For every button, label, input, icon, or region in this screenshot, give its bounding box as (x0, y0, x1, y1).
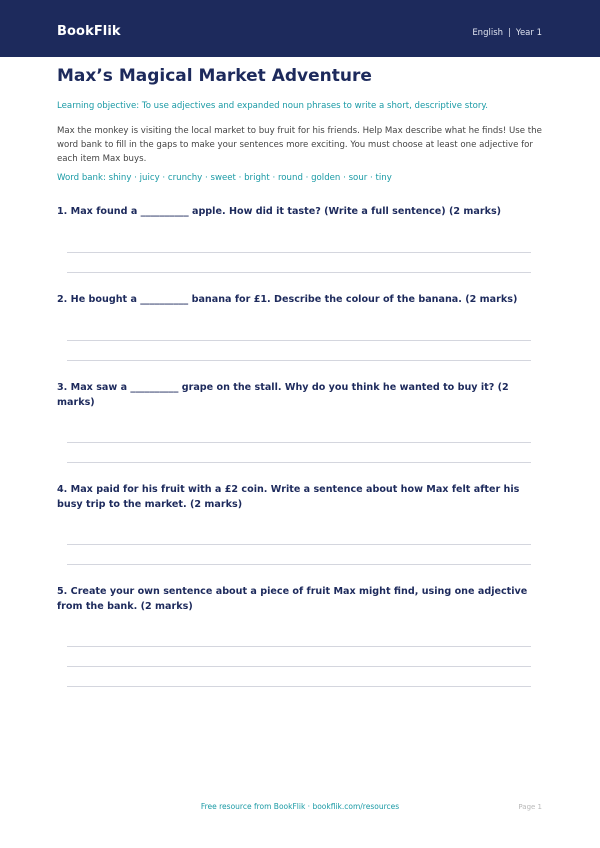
header-bar (0, 0, 600, 57)
meta-separator: | (508, 28, 511, 38)
learning-objective: Learning objective: To use adjectives and expanded noun phrases to write a short, descriptive story. (57, 101, 488, 111)
brand-logo[interactable]: BookFlik (57, 24, 121, 39)
intro-paragraph: Max the monkey is visiting the local market to buy fruit for his friends. Help Max describe what he finds! Use the word bank to fill in the gaps to make your sentences more exciting. You must choose at least one adjective for each item Max buys. (57, 126, 542, 164)
answer-line[interactable] (67, 564, 531, 565)
word-bank: Word bank: shiny · juicy · crunchy · sweet · bright · round · golden · sour · tiny (57, 173, 392, 183)
page-title: Max’s Magical Market Adventure (57, 66, 372, 86)
question-5: 5. Create your own sentence about a piece of fruit Max might find, using one adjective from the bank. (2 marks) (57, 586, 528, 612)
answer-line[interactable] (67, 544, 531, 545)
year-label: Year 1 (515, 28, 542, 38)
answer-line[interactable] (67, 666, 531, 667)
answer-line[interactable] (67, 340, 531, 341)
answer-line[interactable] (67, 686, 531, 687)
answer-line[interactable] (67, 462, 531, 463)
subject-year (472, 28, 542, 38)
answer-line[interactable] (67, 442, 531, 443)
answer-line[interactable] (67, 646, 531, 647)
question-3: 3. Max saw a __________ grape on the stall. Why do you think he wanted to buy it? (2 marks) (57, 382, 509, 408)
footer-credit[interactable]: Free resource from BookFlik · bookflik.com/resources (200, 802, 400, 811)
answer-line[interactable] (67, 360, 531, 361)
page-number: Page 1 (518, 803, 542, 811)
answer-line[interactable] (67, 272, 531, 273)
question-1: 1. Max found a __________ apple. How did it taste? (Write a full sentence) (2 marks) (57, 206, 502, 217)
answer-line[interactable] (67, 252, 531, 253)
subject-label: English (472, 28, 504, 38)
question-4: 4. Max paid for his fruit with a £2 coin. Write a sentence about how Max felt after his busy trip to the market. (2 marks) (57, 484, 520, 510)
question-2: 2. He bought a __________ banana for £1. Describe the colour of the banana. (2 marks) (57, 294, 518, 305)
